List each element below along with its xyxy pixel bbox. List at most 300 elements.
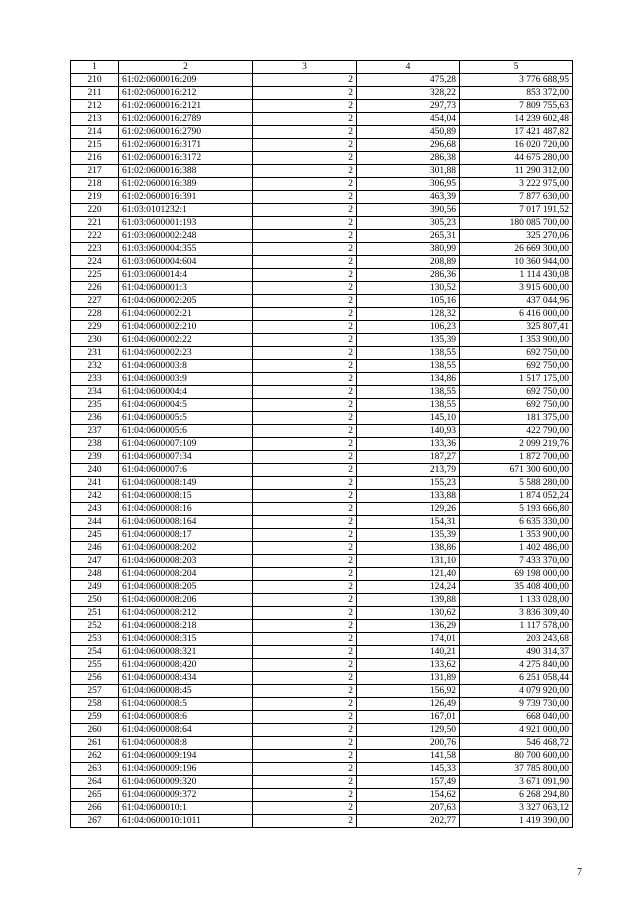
area-cell: 145,33 xyxy=(357,763,460,776)
row-number-cell: 225 xyxy=(71,269,119,282)
column-header-5: 5 xyxy=(460,61,573,74)
area-cell: 138,55 xyxy=(357,347,460,360)
row-number-cell: 264 xyxy=(71,776,119,789)
category-cell: 2 xyxy=(253,529,357,542)
page-number: 7 xyxy=(577,867,582,878)
cadastral-number-cell: 61:04:0600010:1011 xyxy=(119,815,253,828)
column-header-2: 2 xyxy=(119,61,253,74)
table-row xyxy=(71,776,573,789)
value-cell: 7 433 370,00 xyxy=(460,555,573,568)
cadastral-number-cell: 61:04:0600009:196 xyxy=(119,763,253,776)
category-cell: 2 xyxy=(253,516,357,529)
value-cell: 203 243,68 xyxy=(460,633,573,646)
category-cell: 2 xyxy=(253,620,357,633)
area-cell: 450,89 xyxy=(357,126,460,139)
table-row xyxy=(71,373,573,386)
table-row xyxy=(71,399,573,412)
area-cell: 305,23 xyxy=(357,217,460,230)
table-row xyxy=(71,672,573,685)
category-cell: 2 xyxy=(253,230,357,243)
row-number-cell: 234 xyxy=(71,386,119,399)
value-cell: 1 517 175,00 xyxy=(460,373,573,386)
cadastral-table xyxy=(70,60,573,828)
cadastral-number-cell: 61:02:0600016:3172 xyxy=(119,152,253,165)
value-cell: 16 020 720,00 xyxy=(460,139,573,152)
row-number-cell: 263 xyxy=(71,763,119,776)
category-cell: 2 xyxy=(253,503,357,516)
value-cell: 546 468,72 xyxy=(460,737,573,750)
row-number-cell: 254 xyxy=(71,646,119,659)
cadastral-number-cell: 61:02:0600016:2121 xyxy=(119,100,253,113)
row-number-cell: 237 xyxy=(71,425,119,438)
area-cell: 135,39 xyxy=(357,334,460,347)
row-number-cell: 243 xyxy=(71,503,119,516)
table-row xyxy=(71,711,573,724)
category-cell: 2 xyxy=(253,425,357,438)
table-row xyxy=(71,412,573,425)
table-row xyxy=(71,750,573,763)
cadastral-number-cell: 61:04:0600004:5 xyxy=(119,399,253,412)
table-body xyxy=(71,74,573,828)
area-cell: 106,23 xyxy=(357,321,460,334)
cadastral-number-cell: 61:03:0600002:248 xyxy=(119,230,253,243)
value-cell: 668 040,00 xyxy=(460,711,573,724)
table-row xyxy=(71,594,573,607)
category-cell: 2 xyxy=(253,334,357,347)
row-number-cell: 258 xyxy=(71,698,119,711)
cadastral-number-cell: 61:04:0600002:210 xyxy=(119,321,253,334)
value-cell: 692 750,00 xyxy=(460,360,573,373)
area-cell: 208,89 xyxy=(357,256,460,269)
value-cell: 2 099 219,76 xyxy=(460,438,573,451)
cadastral-number-cell: 61:04:0600008:434 xyxy=(119,672,253,685)
area-cell: 133,88 xyxy=(357,490,460,503)
value-cell: 1 872 700,00 xyxy=(460,451,573,464)
area-cell: 306,95 xyxy=(357,178,460,191)
cadastral-number-cell: 61:04:0600008:420 xyxy=(119,659,253,672)
value-cell: 4 275 840,00 xyxy=(460,659,573,672)
value-cell: 35 408 400,00 xyxy=(460,581,573,594)
cadastral-number-cell: 61:04:0600008:16 xyxy=(119,503,253,516)
table-row xyxy=(71,191,573,204)
area-cell: 136,29 xyxy=(357,620,460,633)
row-number-cell: 233 xyxy=(71,373,119,386)
category-cell: 2 xyxy=(253,126,357,139)
row-number-cell: 249 xyxy=(71,581,119,594)
category-cell: 2 xyxy=(253,269,357,282)
row-number-cell: 267 xyxy=(71,815,119,828)
table-row xyxy=(71,74,573,87)
cadastral-number-cell: 61:04:0600007:34 xyxy=(119,451,253,464)
area-cell: 129,26 xyxy=(357,503,460,516)
area-cell: 296,68 xyxy=(357,139,460,152)
category-cell: 2 xyxy=(253,776,357,789)
cadastral-number-cell: 61:04:0600008:218 xyxy=(119,620,253,633)
table-row xyxy=(71,165,573,178)
area-cell: 187,27 xyxy=(357,451,460,464)
area-cell: 131,89 xyxy=(357,672,460,685)
area-cell: 265,31 xyxy=(357,230,460,243)
row-number-cell: 228 xyxy=(71,308,119,321)
value-cell: 692 750,00 xyxy=(460,347,573,360)
area-cell: 167,01 xyxy=(357,711,460,724)
value-cell: 5 588 280,00 xyxy=(460,477,573,490)
value-cell: 1 114 430,08 xyxy=(460,269,573,282)
category-cell: 2 xyxy=(253,477,357,490)
category-cell: 2 xyxy=(253,594,357,607)
table-row xyxy=(71,243,573,256)
cadastral-number-cell: 61:04:0600007:6 xyxy=(119,464,253,477)
table-row xyxy=(71,568,573,581)
value-cell: 1 133 028,00 xyxy=(460,594,573,607)
value-cell: 5 193 666,80 xyxy=(460,503,573,516)
row-number-cell: 255 xyxy=(71,659,119,672)
column-header-1: 1 xyxy=(71,61,119,74)
cadastral-number-cell: 61:04:0600002:21 xyxy=(119,308,253,321)
row-number-cell: 251 xyxy=(71,607,119,620)
table-row xyxy=(71,620,573,633)
column-header-4: 4 xyxy=(357,61,460,74)
table-row xyxy=(71,113,573,126)
row-number-cell: 210 xyxy=(71,74,119,87)
category-cell: 2 xyxy=(253,139,357,152)
value-cell: 692 750,00 xyxy=(460,399,573,412)
category-cell: 2 xyxy=(253,464,357,477)
category-cell: 2 xyxy=(253,191,357,204)
table-row xyxy=(71,789,573,802)
table-row xyxy=(71,347,573,360)
area-cell: 133,36 xyxy=(357,438,460,451)
category-cell: 2 xyxy=(253,399,357,412)
table-row xyxy=(71,646,573,659)
cadastral-number-cell: 61:04:0600008:6 xyxy=(119,711,253,724)
table-row xyxy=(71,555,573,568)
category-cell: 2 xyxy=(253,711,357,724)
row-number-cell: 236 xyxy=(71,412,119,425)
value-cell: 1 117 578,00 xyxy=(460,620,573,633)
value-cell: 17 421 487,82 xyxy=(460,126,573,139)
cadastral-number-cell: 61:04:0600002:205 xyxy=(119,295,253,308)
cadastral-number-cell: 61:04:0600008:202 xyxy=(119,542,253,555)
cadastral-number-cell: 61:04:0600008:5 xyxy=(119,698,253,711)
cadastral-number-cell: 61:04:0600008:15 xyxy=(119,490,253,503)
area-cell: 135,39 xyxy=(357,529,460,542)
area-cell: 131,10 xyxy=(357,555,460,568)
area-cell: 138,55 xyxy=(357,360,460,373)
value-cell: 671 300 600,00 xyxy=(460,464,573,477)
area-cell: 174,01 xyxy=(357,633,460,646)
value-cell: 3 836 309,40 xyxy=(460,607,573,620)
row-number-cell: 231 xyxy=(71,347,119,360)
row-number-cell: 257 xyxy=(71,685,119,698)
value-cell: 7 809 755,63 xyxy=(460,100,573,113)
table-row xyxy=(71,737,573,750)
category-cell: 2 xyxy=(253,633,357,646)
cadastral-number-cell: 61:02:0600016:389 xyxy=(119,178,253,191)
area-cell: 130,62 xyxy=(357,607,460,620)
area-cell: 134,86 xyxy=(357,373,460,386)
value-cell: 325 807,41 xyxy=(460,321,573,334)
table-row xyxy=(71,204,573,217)
value-cell: 9 739 730,00 xyxy=(460,698,573,711)
row-number-cell: 240 xyxy=(71,464,119,477)
table-row xyxy=(71,100,573,113)
area-cell: 139,88 xyxy=(357,594,460,607)
category-cell: 2 xyxy=(253,74,357,87)
cadastral-number-cell: 61:04:0600003:8 xyxy=(119,360,253,373)
category-cell: 2 xyxy=(253,659,357,672)
category-cell: 2 xyxy=(253,737,357,750)
row-number-cell: 221 xyxy=(71,217,119,230)
data-sheet xyxy=(70,60,572,828)
value-cell: 1 419 390,00 xyxy=(460,815,573,828)
table-row xyxy=(71,802,573,815)
category-cell: 2 xyxy=(253,802,357,815)
row-number-cell: 244 xyxy=(71,516,119,529)
cadastral-number-cell: 61:04:0600009:320 xyxy=(119,776,253,789)
table-row xyxy=(71,256,573,269)
row-number-cell: 218 xyxy=(71,178,119,191)
row-number-cell: 242 xyxy=(71,490,119,503)
cadastral-number-cell: 61:04:0600008:204 xyxy=(119,568,253,581)
value-cell: 853 372,00 xyxy=(460,87,573,100)
area-cell: 155,23 xyxy=(357,477,460,490)
table-row xyxy=(71,126,573,139)
category-cell: 2 xyxy=(253,555,357,568)
area-cell: 380,99 xyxy=(357,243,460,256)
cadastral-number-cell: 61:04:0600008:45 xyxy=(119,685,253,698)
table-row xyxy=(71,334,573,347)
table-row xyxy=(71,581,573,594)
row-number-cell: 216 xyxy=(71,152,119,165)
category-cell: 2 xyxy=(253,724,357,737)
cadastral-number-cell: 61:04:0600001:3 xyxy=(119,282,253,295)
table-row xyxy=(71,269,573,282)
category-cell: 2 xyxy=(253,386,357,399)
row-number-cell: 261 xyxy=(71,737,119,750)
row-number-cell: 223 xyxy=(71,243,119,256)
area-cell: 157,49 xyxy=(357,776,460,789)
cadastral-number-cell: 61:04:0600008:64 xyxy=(119,724,253,737)
category-cell: 2 xyxy=(253,581,357,594)
cadastral-number-cell: 61:02:0600016:391 xyxy=(119,191,253,204)
cadastral-number-cell: 61:03:0101232:1 xyxy=(119,204,253,217)
cadastral-number-cell: 61:04:0600005:6 xyxy=(119,425,253,438)
area-cell: 390,56 xyxy=(357,204,460,217)
table-row xyxy=(71,490,573,503)
area-cell: 454,04 xyxy=(357,113,460,126)
table-row xyxy=(71,230,573,243)
cadastral-number-cell: 61:04:0600008:205 xyxy=(119,581,253,594)
value-cell: 3 327 063,12 xyxy=(460,802,573,815)
row-number-cell: 219 xyxy=(71,191,119,204)
category-cell: 2 xyxy=(253,113,357,126)
table-row xyxy=(71,438,573,451)
value-cell: 14 239 602,48 xyxy=(460,113,573,126)
table-row xyxy=(71,152,573,165)
row-number-cell: 265 xyxy=(71,789,119,802)
category-cell: 2 xyxy=(253,178,357,191)
category-cell: 2 xyxy=(253,607,357,620)
row-number-cell: 232 xyxy=(71,360,119,373)
row-number-cell: 256 xyxy=(71,672,119,685)
table-row xyxy=(71,698,573,711)
category-cell: 2 xyxy=(253,438,357,451)
area-cell: 145,10 xyxy=(357,412,460,425)
area-cell: 286,36 xyxy=(357,269,460,282)
cadastral-number-cell: 61:03:0600014:4 xyxy=(119,269,253,282)
area-cell: 126,49 xyxy=(357,698,460,711)
value-cell: 325 270,06 xyxy=(460,230,573,243)
value-cell: 3 915 600,00 xyxy=(460,282,573,295)
table-row xyxy=(71,685,573,698)
table-row xyxy=(71,607,573,620)
cadastral-number-cell: 61:02:0600016:3171 xyxy=(119,139,253,152)
row-number-cell: 224 xyxy=(71,256,119,269)
row-number-cell: 248 xyxy=(71,568,119,581)
row-number-cell: 266 xyxy=(71,802,119,815)
cadastral-number-cell: 61:04:0600004:4 xyxy=(119,386,253,399)
row-number-cell: 253 xyxy=(71,633,119,646)
row-number-cell: 250 xyxy=(71,594,119,607)
cadastral-number-cell: 61:04:0600007:109 xyxy=(119,438,253,451)
category-cell: 2 xyxy=(253,815,357,828)
cadastral-number-cell: 61:02:0600016:388 xyxy=(119,165,253,178)
row-number-cell: 220 xyxy=(71,204,119,217)
value-cell: 6 251 058,44 xyxy=(460,672,573,685)
category-cell: 2 xyxy=(253,685,357,698)
category-cell: 2 xyxy=(253,217,357,230)
area-cell: 138,55 xyxy=(357,399,460,412)
value-cell: 1 353 900,00 xyxy=(460,529,573,542)
cadastral-number-cell: 61:04:0600009:194 xyxy=(119,750,253,763)
cadastral-number-cell: 61:04:0600008:315 xyxy=(119,633,253,646)
area-cell: 286,38 xyxy=(357,152,460,165)
row-number-cell: 215 xyxy=(71,139,119,152)
category-cell: 2 xyxy=(253,373,357,386)
area-cell: 200,76 xyxy=(357,737,460,750)
category-cell: 2 xyxy=(253,243,357,256)
value-cell: 4 079 920,00 xyxy=(460,685,573,698)
row-number-cell: 252 xyxy=(71,620,119,633)
table-row xyxy=(71,477,573,490)
area-cell: 213,79 xyxy=(357,464,460,477)
value-cell: 3 222 975,00 xyxy=(460,178,573,191)
cadastral-number-cell: 61:02:0600016:2790 xyxy=(119,126,253,139)
value-cell: 4 921 000,00 xyxy=(460,724,573,737)
value-cell: 3 776 688,95 xyxy=(460,74,573,87)
value-cell: 181 375,00 xyxy=(460,412,573,425)
category-cell: 2 xyxy=(253,646,357,659)
row-number-cell: 235 xyxy=(71,399,119,412)
cadastral-number-cell: 61:04:0600008:212 xyxy=(119,607,253,620)
table-row xyxy=(71,503,573,516)
area-cell: 463,39 xyxy=(357,191,460,204)
category-cell: 2 xyxy=(253,789,357,802)
table-row xyxy=(71,139,573,152)
area-cell: 124,24 xyxy=(357,581,460,594)
category-cell: 2 xyxy=(253,87,357,100)
category-cell: 2 xyxy=(253,152,357,165)
table-row xyxy=(71,516,573,529)
row-number-cell: 229 xyxy=(71,321,119,334)
row-number-cell: 222 xyxy=(71,230,119,243)
cadastral-number-cell: 61:04:0600008:8 xyxy=(119,737,253,750)
cadastral-number-cell: 61:04:0600003:9 xyxy=(119,373,253,386)
category-cell: 2 xyxy=(253,204,357,217)
value-cell: 1 353 900,00 xyxy=(460,334,573,347)
area-cell: 156,92 xyxy=(357,685,460,698)
value-cell: 490 314,37 xyxy=(460,646,573,659)
cadastral-number-cell: 61:03:0600004:355 xyxy=(119,243,253,256)
category-cell: 2 xyxy=(253,347,357,360)
area-cell: 154,62 xyxy=(357,789,460,802)
row-number-cell: 260 xyxy=(71,724,119,737)
area-cell: 301,88 xyxy=(357,165,460,178)
row-number-cell: 212 xyxy=(71,100,119,113)
cadastral-number-cell: 61:02:0600016:2789 xyxy=(119,113,253,126)
table-row xyxy=(71,87,573,100)
cadastral-number-cell: 61:04:0600008:149 xyxy=(119,477,253,490)
category-cell: 2 xyxy=(253,750,357,763)
value-cell: 180 085 700,00 xyxy=(460,217,573,230)
area-cell: 154,31 xyxy=(357,516,460,529)
row-number-cell: 241 xyxy=(71,477,119,490)
category-cell: 2 xyxy=(253,165,357,178)
value-cell: 26 669 300,00 xyxy=(460,243,573,256)
table-row xyxy=(71,321,573,334)
category-cell: 2 xyxy=(253,282,357,295)
value-cell: 6 416 000,00 xyxy=(460,308,573,321)
category-cell: 2 xyxy=(253,672,357,685)
category-cell: 2 xyxy=(253,451,357,464)
category-cell: 2 xyxy=(253,763,357,776)
table-row xyxy=(71,724,573,737)
category-cell: 2 xyxy=(253,412,357,425)
cadastral-number-cell: 61:04:0600008:164 xyxy=(119,516,253,529)
cadastral-number-cell: 61:04:0600002:22 xyxy=(119,334,253,347)
row-number-cell: 239 xyxy=(71,451,119,464)
area-cell: 129,50 xyxy=(357,724,460,737)
table-row xyxy=(71,308,573,321)
value-cell: 6 268 294,80 xyxy=(460,789,573,802)
value-cell: 10 360 944,00 xyxy=(460,256,573,269)
cadastral-number-cell: 61:04:0600008:17 xyxy=(119,529,253,542)
area-cell: 140,21 xyxy=(357,646,460,659)
area-cell: 475,28 xyxy=(357,74,460,87)
table-row xyxy=(71,295,573,308)
table-row xyxy=(71,815,573,828)
cadastral-number-cell: 61:03:0600001:193 xyxy=(119,217,253,230)
value-cell: 437 044,96 xyxy=(460,295,573,308)
area-cell: 133,62 xyxy=(357,659,460,672)
table-row xyxy=(71,386,573,399)
column-header-3: 3 xyxy=(253,61,357,74)
area-cell: 202,77 xyxy=(357,815,460,828)
table-row xyxy=(71,451,573,464)
area-cell: 121,40 xyxy=(357,568,460,581)
category-cell: 2 xyxy=(253,360,357,373)
row-number-cell: 262 xyxy=(71,750,119,763)
row-number-cell: 247 xyxy=(71,555,119,568)
value-cell: 44 675 280,00 xyxy=(460,152,573,165)
cadastral-number-cell: 61:04:0600002:23 xyxy=(119,347,253,360)
value-cell: 3 671 091,90 xyxy=(460,776,573,789)
cadastral-number-cell: 61:04:0600005:5 xyxy=(119,412,253,425)
area-cell: 141,58 xyxy=(357,750,460,763)
row-number-cell: 238 xyxy=(71,438,119,451)
row-number-cell: 226 xyxy=(71,282,119,295)
